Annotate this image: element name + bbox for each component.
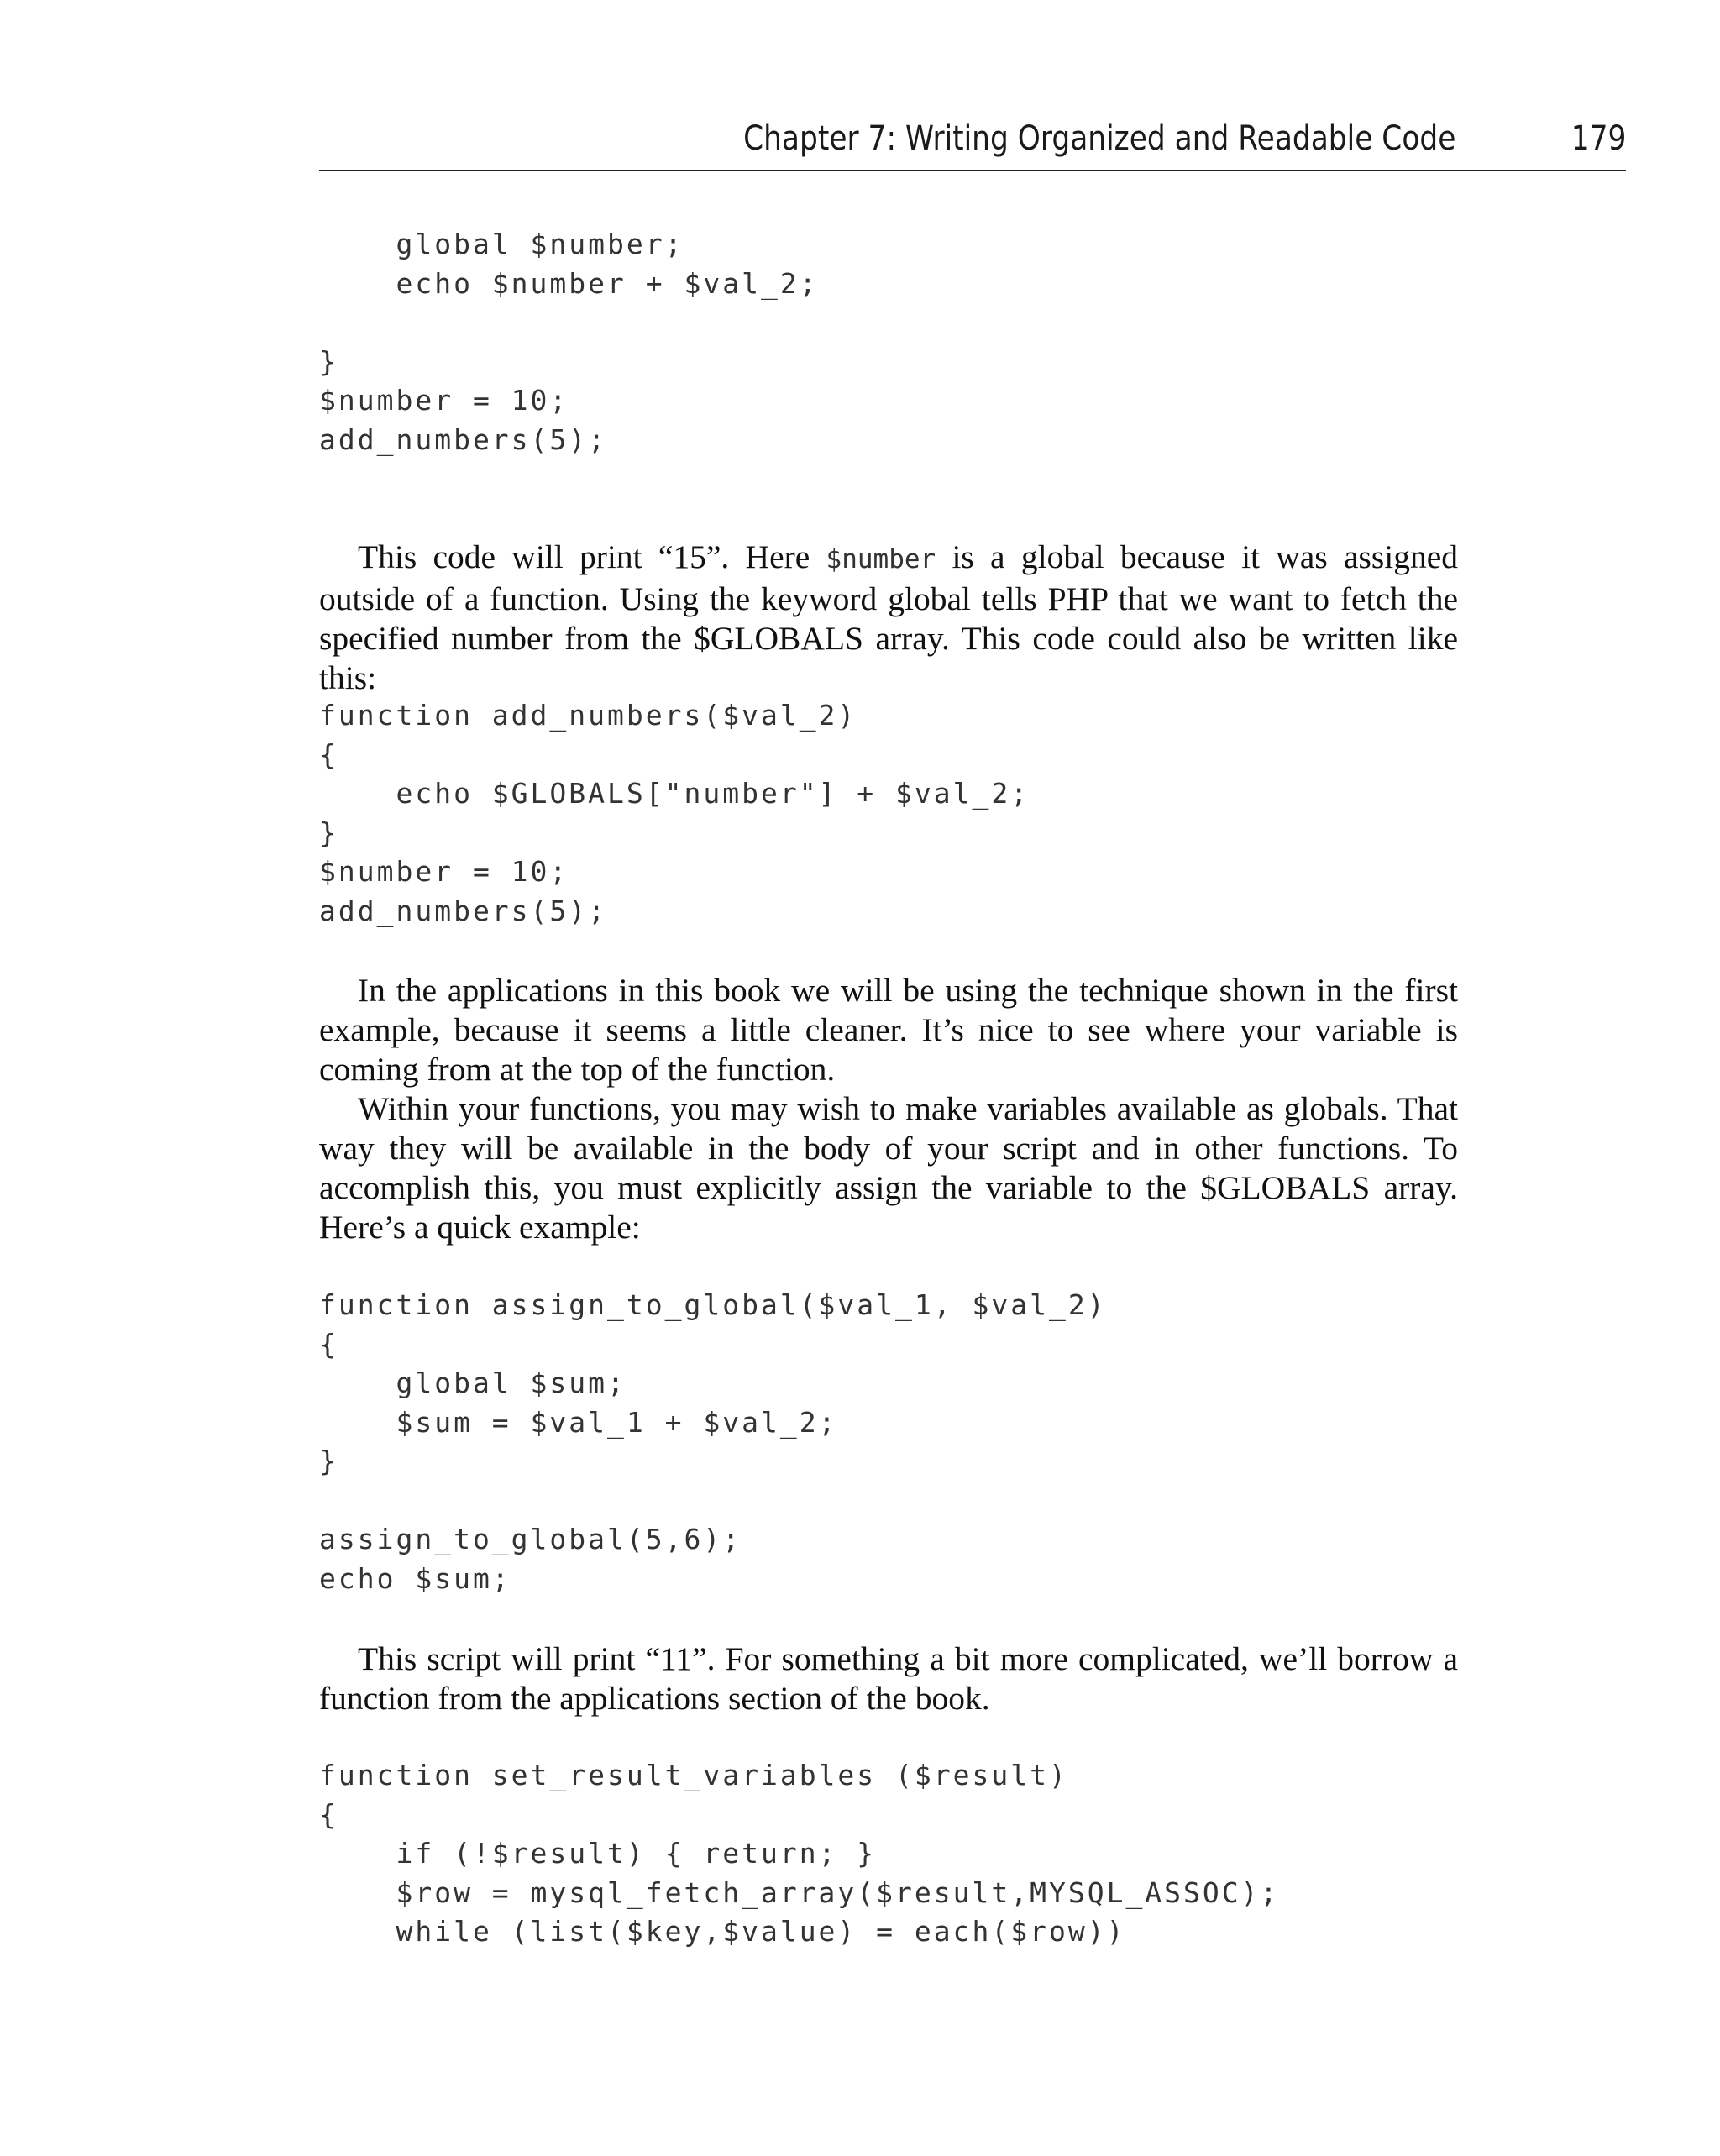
- paragraph-text: is a global because it was assigned outside of a function. Using the keyword global tells PHP that we want to fetch the specified number from the $GLOBALS array. This code could also be written like this:: [319, 538, 1458, 696]
- code-line: function assign_to_global($val_1, $val_2): [319, 1288, 1107, 1321]
- running-head: [319, 119, 1626, 171]
- inline-code: $number: [826, 544, 936, 574]
- code-line: global $number;: [319, 228, 684, 260]
- code-line: assign_to_global(5,6);: [319, 1523, 742, 1555]
- code-line: $number = 10;: [319, 384, 569, 417]
- code-line: function add_numbers($val_2): [319, 699, 857, 732]
- code-line: while (list($key,$value) = each($row)): [319, 1915, 1126, 1948]
- code-line: }: [319, 1445, 338, 1477]
- code-block-global-number: [319, 225, 819, 459]
- paragraph-within-functions: [319, 1089, 1458, 1247]
- code-block-assign-to-global: [319, 1286, 1107, 1598]
- code-line: global $sum;: [319, 1367, 627, 1399]
- chapter-title: Chapter 7: Writing Organized and Readable Code: [742, 119, 1455, 158]
- code-line: {: [319, 737, 338, 771]
- code-line: }: [319, 344, 338, 378]
- paragraph-print-15: [319, 538, 1458, 698]
- code-line: function set_result_variables ($result): [319, 1759, 1068, 1791]
- paragraph-text: In the applications in this book we will be using the technique shown in the first example, because it seems a little cleaner. It’s nice to see where your variable is coming from at the top of the function.: [319, 972, 1458, 1088]
- code-line: }: [319, 816, 338, 849]
- paragraph-text: This script will print “11”. For something a bit more complicated, we’ll borrow a function from the applications section of the book.: [319, 1640, 1458, 1717]
- code-block-set-result-variables: [319, 1756, 1279, 1952]
- code-line: {: [319, 1797, 338, 1831]
- code-line: {: [319, 1327, 338, 1361]
- code-line: $sum = $val_1 + $val_2;: [319, 1405, 838, 1439]
- paragraph-technique: [319, 971, 1458, 1089]
- paragraph-text: This code will print “15”. Here: [358, 538, 826, 575]
- code-line: add_numbers(5);: [319, 422, 608, 456]
- code-block-globals-array: [319, 696, 1030, 931]
- code-line: [319, 303, 819, 343]
- code-line: $number = 10;: [319, 855, 569, 888]
- paragraph-text: Within your functions, you may wish to make variables available as globals. That way they will be available in the body of your script and in other functions. To accomplish this, you must explicitly assign the variable to the $GLOBALS array. Here’s a quick example:: [319, 1090, 1458, 1246]
- code-line: add_numbers(5);: [319, 894, 608, 927]
- code-line: echo $number + $val_2;: [319, 266, 819, 300]
- code-line: echo $sum;: [319, 1561, 511, 1595]
- code-line: $row = mysql_fetch_array($result,MYSQL_ASSOC);: [319, 1875, 1280, 1909]
- paragraph-print-11: [319, 1639, 1458, 1718]
- code-line: [319, 1482, 1107, 1521]
- page-number: 179: [1571, 119, 1626, 158]
- code-line: if (!$result) { return; }: [319, 1837, 877, 1870]
- code-line: echo $GLOBALS["number"] + $val_2;: [319, 777, 1030, 810]
